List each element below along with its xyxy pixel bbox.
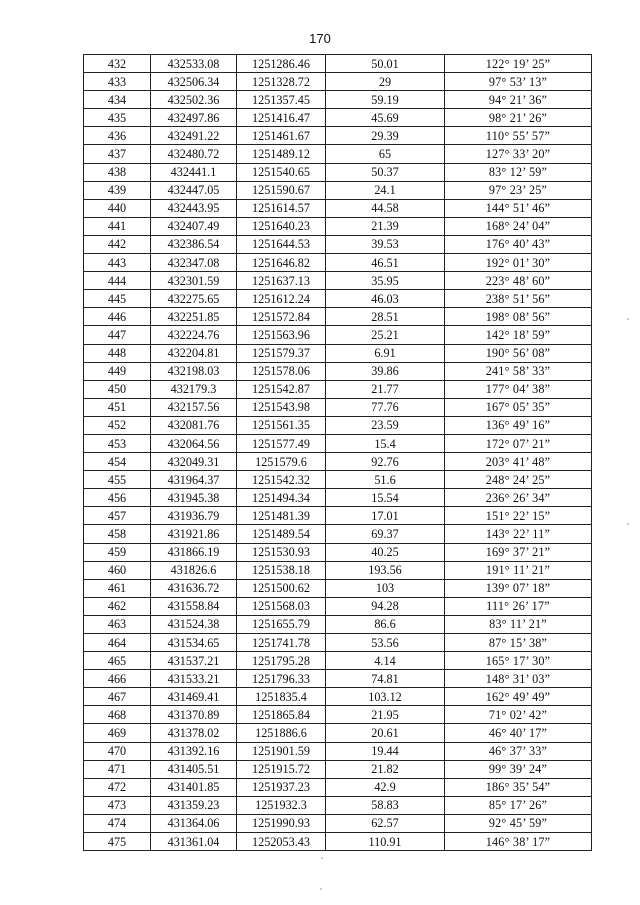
point-number-cell: 463 xyxy=(84,615,151,633)
y-coordinate-cell: 1251579.6 xyxy=(237,453,326,471)
scan-speck xyxy=(321,857,323,859)
angle-cell: 87° 15’ 38” xyxy=(445,634,592,652)
y-coordinate-cell: 1251494.34 xyxy=(237,489,326,507)
point-number-cell: 450 xyxy=(84,380,151,398)
distance-cell: 39.86 xyxy=(326,362,445,380)
table-row xyxy=(84,145,592,163)
distance-cell: 44.58 xyxy=(326,199,445,217)
x-coordinate-cell: 432049.31 xyxy=(151,453,237,471)
distance-cell: 59.19 xyxy=(326,91,445,109)
x-coordinate-cell: 432497.86 xyxy=(151,109,237,127)
angle-cell: 97° 23’ 25” xyxy=(445,181,592,199)
table-row xyxy=(84,543,592,561)
point-number-cell: 464 xyxy=(84,634,151,652)
point-number-cell: 454 xyxy=(84,453,151,471)
distance-cell: 29.39 xyxy=(326,127,445,145)
point-number-cell: 448 xyxy=(84,344,151,362)
point-number-cell: 435 xyxy=(84,109,151,127)
distance-cell: 21.39 xyxy=(326,217,445,235)
distance-cell: 92.76 xyxy=(326,453,445,471)
x-coordinate-cell: 432443.95 xyxy=(151,199,237,217)
point-number-cell: 443 xyxy=(84,254,151,272)
point-number-cell: 438 xyxy=(84,163,151,181)
y-coordinate-cell: 1251835.4 xyxy=(237,688,326,706)
table-row xyxy=(84,597,592,615)
angle-cell: 83° 11’ 21” xyxy=(445,615,592,633)
x-coordinate-cell: 432064.56 xyxy=(151,434,237,452)
distance-cell: 15.54 xyxy=(326,489,445,507)
x-coordinate-cell: 432506.34 xyxy=(151,73,237,91)
table-row xyxy=(84,507,592,525)
distance-cell: 23.59 xyxy=(326,416,445,434)
point-number-cell: 469 xyxy=(84,724,151,742)
x-coordinate-cell: 431936.79 xyxy=(151,507,237,525)
table-row xyxy=(84,235,592,253)
y-coordinate-cell: 1251796.33 xyxy=(237,670,326,688)
table-row xyxy=(84,217,592,235)
table-row xyxy=(84,579,592,597)
distance-cell: 74.81 xyxy=(326,670,445,688)
y-coordinate-cell: 1251741.78 xyxy=(237,634,326,652)
point-number-cell: 473 xyxy=(84,796,151,814)
point-number-cell: 474 xyxy=(84,814,151,832)
distance-cell: 86.6 xyxy=(326,615,445,633)
angle-cell: 99° 39’ 24” xyxy=(445,760,592,778)
point-number-cell: 460 xyxy=(84,561,151,579)
table-row xyxy=(84,688,592,706)
point-number-cell: 439 xyxy=(84,181,151,199)
point-number-cell: 447 xyxy=(84,326,151,344)
x-coordinate-cell: 431826.6 xyxy=(151,561,237,579)
table-row xyxy=(84,199,592,217)
angle-cell: 191° 11’ 21” xyxy=(445,561,592,579)
distance-cell: 20.61 xyxy=(326,724,445,742)
angle-cell: 136° 49’ 16” xyxy=(445,416,592,434)
coordinate-table xyxy=(83,54,592,851)
table-body xyxy=(84,55,592,851)
point-number-cell: 442 xyxy=(84,235,151,253)
table-row xyxy=(84,326,592,344)
distance-cell: 29 xyxy=(326,73,445,91)
table-row xyxy=(84,453,592,471)
point-number-cell: 461 xyxy=(84,579,151,597)
angle-cell: 143° 22’ 11” xyxy=(445,525,592,543)
table-row xyxy=(84,652,592,670)
y-coordinate-cell: 1251357.45 xyxy=(237,91,326,109)
angle-cell: 162° 49’ 49” xyxy=(445,688,592,706)
angle-cell: 71° 02’ 42” xyxy=(445,706,592,724)
angle-cell: 92° 45’ 59” xyxy=(445,814,592,832)
y-coordinate-cell: 1251614.57 xyxy=(237,199,326,217)
y-coordinate-cell: 1251937.23 xyxy=(237,778,326,796)
angle-cell: 46° 37’ 33” xyxy=(445,742,592,760)
x-coordinate-cell: 432081.76 xyxy=(151,416,237,434)
x-coordinate-cell: 432407.49 xyxy=(151,217,237,235)
point-number-cell: 434 xyxy=(84,91,151,109)
x-coordinate-cell: 432157.56 xyxy=(151,398,237,416)
distance-cell: 77.76 xyxy=(326,398,445,416)
angle-cell: 192° 01’ 30” xyxy=(445,254,592,272)
distance-cell: 53.56 xyxy=(326,634,445,652)
point-number-cell: 462 xyxy=(84,597,151,615)
x-coordinate-cell: 432480.72 xyxy=(151,145,237,163)
distance-cell: 58.83 xyxy=(326,796,445,814)
point-number-cell: 437 xyxy=(84,145,151,163)
y-coordinate-cell: 1251489.12 xyxy=(237,145,326,163)
y-coordinate-cell: 1251530.93 xyxy=(237,543,326,561)
y-coordinate-cell: 1251990.93 xyxy=(237,814,326,832)
table-row xyxy=(84,272,592,290)
point-number-cell: 475 xyxy=(84,833,151,851)
y-coordinate-cell: 1251561.35 xyxy=(237,416,326,434)
y-coordinate-cell: 1251577.49 xyxy=(237,434,326,452)
y-coordinate-cell: 1251590.67 xyxy=(237,181,326,199)
angle-cell: 236° 26’ 34” xyxy=(445,489,592,507)
table-row xyxy=(84,615,592,633)
x-coordinate-cell: 432533.08 xyxy=(151,55,237,73)
table-row xyxy=(84,525,592,543)
y-coordinate-cell: 1251886.6 xyxy=(237,724,326,742)
point-number-cell: 432 xyxy=(84,55,151,73)
distance-cell: 24.1 xyxy=(326,181,445,199)
x-coordinate-cell: 431361.04 xyxy=(151,833,237,851)
angle-cell: 139° 07’ 18” xyxy=(445,579,592,597)
x-coordinate-cell: 431537.21 xyxy=(151,652,237,670)
y-coordinate-cell: 1251612.24 xyxy=(237,290,326,308)
scan-speck xyxy=(627,318,629,320)
y-coordinate-cell: 1251328.72 xyxy=(237,73,326,91)
point-number-cell: 467 xyxy=(84,688,151,706)
x-coordinate-cell: 431370.89 xyxy=(151,706,237,724)
scan-speck xyxy=(320,888,322,890)
point-number-cell: 444 xyxy=(84,272,151,290)
point-number-cell: 472 xyxy=(84,778,151,796)
point-number-cell: 436 xyxy=(84,127,151,145)
point-number-cell: 471 xyxy=(84,760,151,778)
x-coordinate-cell: 432502.36 xyxy=(151,91,237,109)
table-row xyxy=(84,814,592,832)
y-coordinate-cell: 1251416.47 xyxy=(237,109,326,127)
page-number: 170 xyxy=(309,31,331,46)
point-number-cell: 456 xyxy=(84,489,151,507)
angle-cell: 148° 31’ 03” xyxy=(445,670,592,688)
table-row xyxy=(84,706,592,724)
distance-cell: 39.53 xyxy=(326,235,445,253)
table-row xyxy=(84,163,592,181)
table-row xyxy=(84,308,592,326)
x-coordinate-cell: 431524.38 xyxy=(151,615,237,633)
y-coordinate-cell: 1251568.03 xyxy=(237,597,326,615)
x-coordinate-cell: 431866.19 xyxy=(151,543,237,561)
y-coordinate-cell: 1251579.37 xyxy=(237,344,326,362)
distance-cell: 46.03 xyxy=(326,290,445,308)
x-coordinate-cell: 431636.72 xyxy=(151,579,237,597)
point-number-cell: 468 xyxy=(84,706,151,724)
x-coordinate-cell: 432301.59 xyxy=(151,272,237,290)
angle-cell: 94° 21’ 36” xyxy=(445,91,592,109)
table-row xyxy=(84,796,592,814)
distance-cell: 94.28 xyxy=(326,597,445,615)
point-number-cell: 455 xyxy=(84,471,151,489)
point-number-cell: 449 xyxy=(84,362,151,380)
angle-cell: 238° 51’ 56” xyxy=(445,290,592,308)
table-row xyxy=(84,471,592,489)
x-coordinate-cell: 432179.3 xyxy=(151,380,237,398)
table-row xyxy=(84,742,592,760)
distance-cell: 42.9 xyxy=(326,778,445,796)
table-row xyxy=(84,55,592,73)
table-row xyxy=(84,416,592,434)
x-coordinate-cell: 432441.1 xyxy=(151,163,237,181)
point-number-cell: 451 xyxy=(84,398,151,416)
y-coordinate-cell: 1251646.82 xyxy=(237,254,326,272)
y-coordinate-cell: 1251489.54 xyxy=(237,525,326,543)
distance-cell: 4.14 xyxy=(326,652,445,670)
y-coordinate-cell: 1251500.62 xyxy=(237,579,326,597)
x-coordinate-cell: 431401.85 xyxy=(151,778,237,796)
angle-cell: 111° 26’ 17” xyxy=(445,597,592,615)
table-row xyxy=(84,634,592,652)
angle-cell: 167° 05’ 35” xyxy=(445,398,592,416)
x-coordinate-cell: 431558.84 xyxy=(151,597,237,615)
distance-cell: 45.69 xyxy=(326,109,445,127)
angle-cell: 172° 07’ 21” xyxy=(445,434,592,452)
distance-cell: 6.91 xyxy=(326,344,445,362)
table-row xyxy=(84,127,592,145)
x-coordinate-cell: 431921.86 xyxy=(151,525,237,543)
distance-cell: 21.82 xyxy=(326,760,445,778)
x-coordinate-cell: 431534.65 xyxy=(151,634,237,652)
y-coordinate-cell: 1251543.98 xyxy=(237,398,326,416)
point-number-cell: 459 xyxy=(84,543,151,561)
table-row xyxy=(84,670,592,688)
angle-cell: 169° 37’ 21” xyxy=(445,543,592,561)
y-coordinate-cell: 1251932.3 xyxy=(237,796,326,814)
angle-cell: 186° 35’ 54” xyxy=(445,778,592,796)
distance-cell: 50.37 xyxy=(326,163,445,181)
point-number-cell: 433 xyxy=(84,73,151,91)
scan-speck xyxy=(627,523,629,525)
angle-cell: 168° 24’ 04” xyxy=(445,217,592,235)
y-coordinate-cell: 1251572.84 xyxy=(237,308,326,326)
y-coordinate-cell: 1251542.32 xyxy=(237,471,326,489)
distance-cell: 40.25 xyxy=(326,543,445,561)
y-coordinate-cell: 1251286.46 xyxy=(237,55,326,73)
angle-cell: 122° 19’ 25” xyxy=(445,55,592,73)
y-coordinate-cell: 1251540.65 xyxy=(237,163,326,181)
table-row xyxy=(84,398,592,416)
point-number-cell: 441 xyxy=(84,217,151,235)
y-coordinate-cell: 1251865.84 xyxy=(237,706,326,724)
x-coordinate-cell: 431945.38 xyxy=(151,489,237,507)
table-row xyxy=(84,73,592,91)
table-row xyxy=(84,254,592,272)
point-number-cell: 465 xyxy=(84,652,151,670)
table-row xyxy=(84,489,592,507)
y-coordinate-cell: 1251640.23 xyxy=(237,217,326,235)
angle-cell: 203° 41’ 48” xyxy=(445,453,592,471)
point-number-cell: 440 xyxy=(84,199,151,217)
distance-cell: 103 xyxy=(326,579,445,597)
distance-cell: 21.95 xyxy=(326,706,445,724)
point-number-cell: 470 xyxy=(84,742,151,760)
x-coordinate-cell: 431533.21 xyxy=(151,670,237,688)
x-coordinate-cell: 431405.51 xyxy=(151,760,237,778)
distance-cell: 110.91 xyxy=(326,833,445,851)
table-row xyxy=(84,760,592,778)
angle-cell: 97° 53’ 13” xyxy=(445,73,592,91)
angle-cell: 151° 22’ 15” xyxy=(445,507,592,525)
table-row xyxy=(84,91,592,109)
point-number-cell: 446 xyxy=(84,308,151,326)
angle-cell: 83° 12’ 59” xyxy=(445,163,592,181)
y-coordinate-cell: 1251644.53 xyxy=(237,235,326,253)
point-number-cell: 458 xyxy=(84,525,151,543)
distance-cell: 50.01 xyxy=(326,55,445,73)
distance-cell: 19.44 xyxy=(326,742,445,760)
x-coordinate-cell: 432347.08 xyxy=(151,254,237,272)
angle-cell: 110° 55’ 57” xyxy=(445,127,592,145)
x-coordinate-cell: 431469.41 xyxy=(151,688,237,706)
point-number-cell: 466 xyxy=(84,670,151,688)
table-row xyxy=(84,561,592,579)
angle-cell: 241° 58’ 33” xyxy=(445,362,592,380)
distance-cell: 17.01 xyxy=(326,507,445,525)
table-row xyxy=(84,109,592,127)
angle-cell: 198° 08’ 56” xyxy=(445,308,592,326)
y-coordinate-cell: 1251461.67 xyxy=(237,127,326,145)
point-number-cell: 452 xyxy=(84,416,151,434)
angle-cell: 223° 48’ 60” xyxy=(445,272,592,290)
angle-cell: 142° 18’ 59” xyxy=(445,326,592,344)
distance-cell: 25.21 xyxy=(326,326,445,344)
y-coordinate-cell: 1252053.43 xyxy=(237,833,326,851)
x-coordinate-cell: 432204.81 xyxy=(151,344,237,362)
table-row xyxy=(84,778,592,796)
table-row xyxy=(84,181,592,199)
distance-cell: 28.51 xyxy=(326,308,445,326)
distance-cell: 65 xyxy=(326,145,445,163)
distance-cell: 15.4 xyxy=(326,434,445,452)
y-coordinate-cell: 1251637.13 xyxy=(237,272,326,290)
y-coordinate-cell: 1251795.28 xyxy=(237,652,326,670)
x-coordinate-cell: 431392.16 xyxy=(151,742,237,760)
x-coordinate-cell: 432251.85 xyxy=(151,308,237,326)
angle-cell: 98° 21’ 26” xyxy=(445,109,592,127)
y-coordinate-cell: 1251915.72 xyxy=(237,760,326,778)
distance-cell: 21.77 xyxy=(326,380,445,398)
y-coordinate-cell: 1251655.79 xyxy=(237,615,326,633)
y-coordinate-cell: 1251563.96 xyxy=(237,326,326,344)
x-coordinate-cell: 431378.02 xyxy=(151,724,237,742)
angle-cell: 190° 56’ 08” xyxy=(445,344,592,362)
y-coordinate-cell: 1251481.39 xyxy=(237,507,326,525)
distance-cell: 103.12 xyxy=(326,688,445,706)
y-coordinate-cell: 1251901.59 xyxy=(237,742,326,760)
y-coordinate-cell: 1251538.18 xyxy=(237,561,326,579)
angle-cell: 248° 24’ 25” xyxy=(445,471,592,489)
distance-cell: 51.6 xyxy=(326,471,445,489)
x-coordinate-cell: 431964.37 xyxy=(151,471,237,489)
table-row xyxy=(84,434,592,452)
point-number-cell: 445 xyxy=(84,290,151,308)
x-coordinate-cell: 432491.22 xyxy=(151,127,237,145)
angle-cell: 85° 17’ 26” xyxy=(445,796,592,814)
angle-cell: 165° 17’ 30” xyxy=(445,652,592,670)
x-coordinate-cell: 432386.54 xyxy=(151,235,237,253)
y-coordinate-cell: 1251542.87 xyxy=(237,380,326,398)
angle-cell: 144° 51’ 46” xyxy=(445,199,592,217)
table-row xyxy=(84,380,592,398)
x-coordinate-cell: 432447.05 xyxy=(151,181,237,199)
x-coordinate-cell: 431359.23 xyxy=(151,796,237,814)
distance-cell: 193.56 xyxy=(326,561,445,579)
table-row xyxy=(84,833,592,851)
point-number-cell: 457 xyxy=(84,507,151,525)
table-row xyxy=(84,724,592,742)
table-row xyxy=(84,290,592,308)
table-row xyxy=(84,344,592,362)
y-coordinate-cell: 1251578.06 xyxy=(237,362,326,380)
x-coordinate-cell: 432275.65 xyxy=(151,290,237,308)
angle-cell: 46° 40’ 17” xyxy=(445,724,592,742)
angle-cell: 177° 04’ 38” xyxy=(445,380,592,398)
x-coordinate-cell: 432198.03 xyxy=(151,362,237,380)
x-coordinate-cell: 431364.06 xyxy=(151,814,237,832)
angle-cell: 127° 33’ 20” xyxy=(445,145,592,163)
angle-cell: 146° 38’ 17” xyxy=(445,833,592,851)
table-row xyxy=(84,362,592,380)
distance-cell: 46.51 xyxy=(326,254,445,272)
distance-cell: 35.95 xyxy=(326,272,445,290)
distance-cell: 62.57 xyxy=(326,814,445,832)
distance-cell: 69.37 xyxy=(326,525,445,543)
angle-cell: 176° 40’ 43” xyxy=(445,235,592,253)
point-number-cell: 453 xyxy=(84,434,151,452)
x-coordinate-cell: 432224.76 xyxy=(151,326,237,344)
